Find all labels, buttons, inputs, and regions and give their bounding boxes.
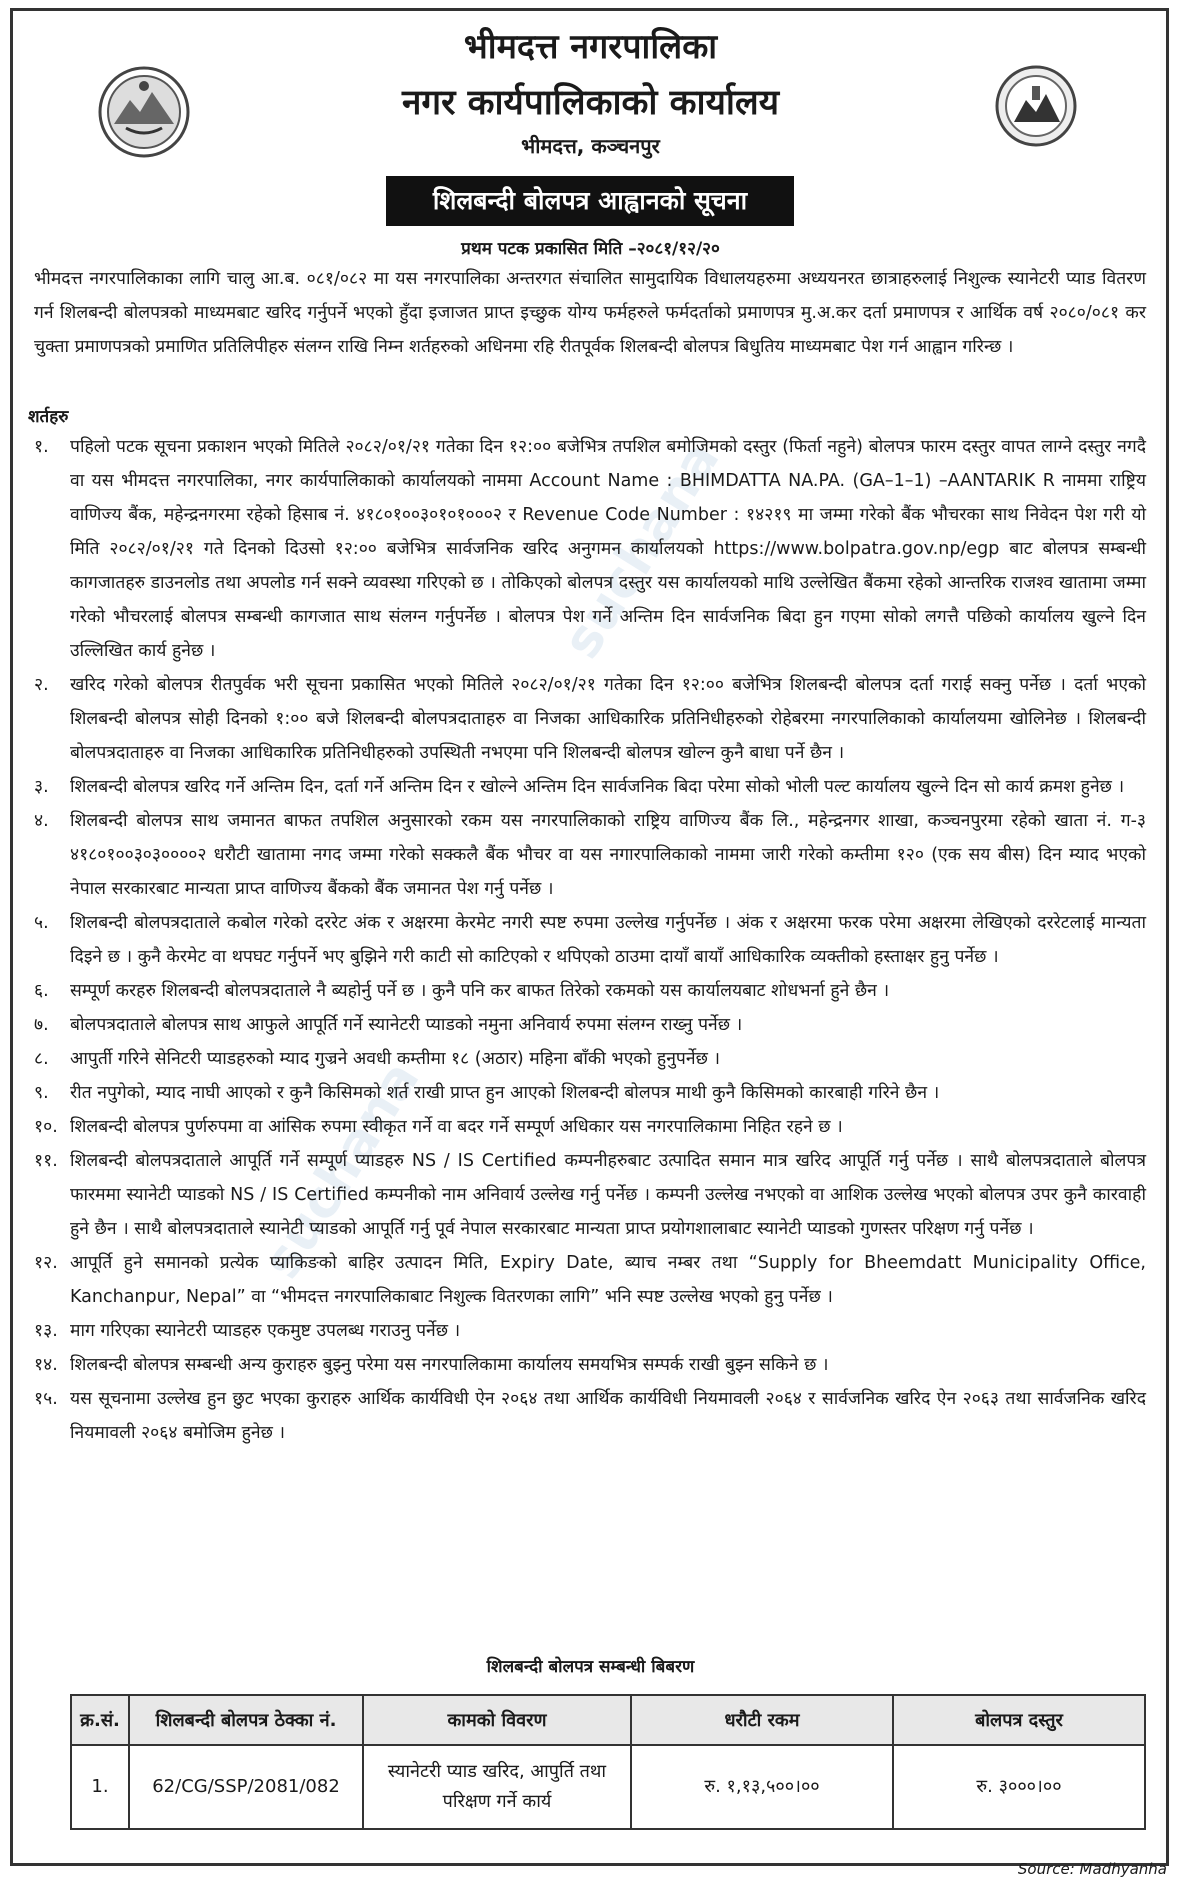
list-item	[34, 430, 1146, 668]
item-number: ६.	[34, 981, 49, 1001]
list-item	[34, 1314, 1146, 1348]
item-number: २.	[34, 675, 49, 695]
item-number: १३.	[34, 1321, 58, 1341]
list-item	[34, 1144, 1146, 1246]
header-fee: बोलपत्र दस्तुर	[893, 1695, 1145, 1745]
cell-description: स्यानेटरी प्याड खरिद, आपुर्ति तथा परिक्षण गर्ने कार्य	[363, 1745, 631, 1829]
cell-fee: रु. ३०००।००	[893, 1745, 1145, 1829]
item-number: ५.	[34, 913, 49, 933]
item-text: बोलपत्रदाताले बोलपत्र साथ आफुले आपूर्ति गर्ने स्यानेटरी प्याडको नमुना अनिवार्य रुपमा संलग्न राख्नु पर्नेछ ।	[70, 1015, 743, 1035]
item-text: शिलबन्दी बोलपत्र सम्बन्धी अन्य कुराहरु बुझ्नु परेमा यस नगरपालिकामा कार्यालय समयभित्र सम्पर्क राखी बुझ्न सकिने छ ।	[70, 1355, 829, 1375]
cell-sn: 1.	[71, 1745, 129, 1829]
watermark: suchana	[551, 431, 732, 669]
cell-contract-no: 62/CG/SSP/2081/082	[129, 1745, 363, 1829]
item-text: शिलबन्दी बोलपत्रदाताले आपूर्ति गर्ने सम्पूर्ण प्याडहरु NS / IS Certified कम्पनीहरुबाट उत्पादित समान मात्र खरिद आपूर्ति गर्नु पर्नेछ । साथै बोलपत्रदाताले बोलपत्र फारममा स्यानेटी प्याडको NS / IS Certified कम्पनीको नाम अनिवार्य उल्लेख गर्नु पर्नेछ । कम्पनी उल्लेख नभएको वा आशिक उल्लेख भएको बोलपत्र उपर कुनै कारवाही हुने छैन । साथै बोलपत्रदाताले स्यानेटी प्याडको आपूर्ति गर्नु पूर्व नेपाल सरकारबाट मान्यता प्राप्त प्रयोगशालाबाट स्यानेटी प्याडको गुणस्तर परिक्षण गर्नु पर्नेछ ।	[70, 1151, 1146, 1239]
list-item	[34, 1348, 1146, 1382]
source-credit: Source: Madhyanha	[1017, 1860, 1167, 1878]
conditions-list	[34, 430, 1146, 1450]
conditions-heading: शर्तहरु	[28, 407, 69, 427]
list-item	[34, 1042, 1146, 1076]
office-name: नगर कार्यपालिकाको कार्यालय	[401, 83, 780, 123]
item-text: शिलबन्दी बोलपत्र साथ जमानत बाफत तपशिल अनुसारको रकम यस नगरपालिकाको राष्ट्रिय वाणिज्य बैंक लि., महेन्द्रनगर शाखा, कञ्चनपुरमा रहेको खाता नं. ग-३ ४१८०१००३०३००००२ धरौटी खातामा नगद जम्मा गरेको सक्कलै बैंक भौचर वा यस नगारपालिकाको नाममा जारी गरेको कम्तीमा १२० (एक सय बीस) दिन म्याद भएको नेपाल सरकारबाट मान्यता प्राप्त वाणिज्य बैंकको बैंक जमानत पेश गर्नु पर्नेछ ।	[70, 811, 1146, 899]
item-text: खरिद गरेको बोलपत्र रीतपुर्वक भरी सूचना प्रकासित भएको मितिले २०८२/०१/२१ गतेका दिन १२:०० बजेभित्र शिलबन्दी बोलपत्र दर्ता गराई सक्नु पर्नेछ । दर्ता भएको शिलबन्दी बोलपत्र सोही दिनको १:०० बजे शिलबन्दी बोलपत्रदाताहरु वा निजका आधिकारिक प्रतिनिधीहरुको रोहेबरमा नगरपालिकाको कार्यालयमा खोलिनेछ । शिलबन्दी बोलपत्रदाताहरु वा निजका आधिकारिक प्रतिनिधीहरुको उपस्थिती नभएमा पनि शिलबन्दी बोलपत्र खोल्न कुनै बाधा पर्ने छैन ।	[70, 675, 1146, 763]
list-item	[34, 770, 1146, 804]
item-text: आपुर्ती गरिने सेनिटरी प्याडहरुको म्याद गुज्रने अवधी कम्तीमा १८ (अठार) महिना बाँकी भएको हुनुपर्नेछ ।	[70, 1049, 721, 1069]
list-item	[34, 1246, 1146, 1314]
header-sn: क्र.सं.	[71, 1695, 129, 1745]
item-number: ३.	[34, 777, 49, 797]
header-deposit: धरौटी रकम	[631, 1695, 893, 1745]
office-address: भीमदत्त, कञ्चनपुर	[521, 134, 660, 158]
item-text: माग गरिएका स्यानेटरी प्याडहरु एकमुष्ट उपलब्ध गराउनु पर्नेछ ।	[70, 1321, 461, 1341]
list-item	[34, 974, 1146, 1008]
list-item	[34, 804, 1146, 906]
list-item	[34, 1382, 1146, 1450]
list-item	[34, 1076, 1146, 1110]
list-item	[34, 906, 1146, 974]
notice-title: शिलबन्दी बोलपत्र आह्वानको सूचना	[386, 176, 794, 226]
watermark: suchana	[251, 1051, 432, 1289]
item-number: ८.	[34, 1049, 49, 1069]
bid-details-table	[70, 1694, 1146, 1830]
list-item	[34, 668, 1146, 770]
item-number: ९.	[34, 1083, 49, 1103]
list-item	[34, 1110, 1146, 1144]
table-header-row	[71, 1695, 1145, 1745]
item-number: १२.	[34, 1253, 58, 1273]
header-contract-no: शिलबन्दी बोलपत्र ठेक्का नं.	[129, 1695, 363, 1745]
item-text: यस सूचनामा उल्लेख हुन छुट भएका कुराहरु आर्थिक कार्यविधी ऐन २०६४ तथा आर्थिक कार्यविधी नियमावली २०६४ र सार्वजनिक खरिद ऐन २०६३ तथा सार्वजनिक खरिद नियमावली २०६४ बमोजिम हुनेछ ।	[70, 1389, 1146, 1443]
item-number: ४.	[34, 811, 49, 831]
item-number: १०.	[34, 1117, 58, 1137]
item-number: १४.	[34, 1355, 58, 1375]
item-text: शिलबन्दी बोलपत्रदाताले कबोल गरेको दररेट अंक र अक्षरमा केरमेट नगरी स्पष्ट रुपमा उल्लेख गर्नुपर्नेछ । अंक र अक्षरमा फरक परेमा अक्षरमा लेखिएको दररेटलाई मान्यता दिइने छ । कुनै केरमेट वा थपघट गर्नुपर्ने भए बुझिने गरी काटी सो काटिएको र थपिएको ठाउमा दायाँ बायाँ आधिकारिक व्यक्तीको हस्ताक्षर हुनु पर्नेछ ।	[70, 913, 1146, 967]
item-text: सम्पूर्ण करहरु शिलबन्दी बोलपत्रदाताले नै ब्यहोर्नु पर्ने छ । कुनै पनि कर बाफत तिरेको रकमको यस कार्यालयबाट शोधभर्ना हुने छैन ।	[70, 981, 890, 1001]
item-text: शिलबन्दी बोलपत्र पुर्णरुपमा वा आंसिक रुपमा स्वीकृत गर्ने वा बदर गर्ने सम्पूर्ण अधिकार यस नगरपालिकामा निहित रहने छ ।	[70, 1117, 843, 1137]
cell-deposit: रु. १,१३,५००।००	[631, 1745, 893, 1829]
table-caption: शिलबन्दी बोलपत्र सम्बन्धी बिबरण	[486, 1657, 695, 1677]
published-date: प्रथम पटक प्रकासित मिति –२०८१/१२/२०	[461, 239, 720, 259]
item-number: १.	[34, 437, 49, 457]
item-text: शिलबन्दी बोलपत्र खरिद गर्ने अन्तिम दिन, दर्ता गर्ने अन्तिम दिन र खोल्ने अन्तिम दिन सार्वजनिक बिदा परेमा सोको भोली पल्ट कार्यालय खुल्ने दिन सो कार्य क्रमश हुनेछ ।	[70, 777, 1125, 797]
item-text: आपूर्ति हुने समानको प्रत्येक प्याकिङको बाहिर उत्पादन मिति, Expiry Date, ब्याच नम्बर तथा “Supply for Bheemdatt Municipality Office, Kanchanpur, Nepal” वा “भीमदत्त नगरपालिकाबाट निशुल्क वितरणका लागि” भनि स्पष्ट उल्लेख भएको हुनु पर्नेछ ।	[70, 1253, 1146, 1307]
item-number: ११.	[34, 1151, 58, 1171]
item-text: रीत नपुगेको, म्याद नाघी आएको र कुनै किसिमको शर्त राखी प्राप्त हुन आएको शिलबन्दी बोलपत्र माथी कुनै किसिमको कारबाही गरिने छैन ।	[70, 1083, 940, 1103]
municipality-name: भीमदत्त नगरपालिका	[463, 27, 718, 67]
item-text: पहिलो पटक सूचना प्रकाशन भएको मितिले २०८२/०१/२१ गतेका दिन १२:०० बजेभित्र तपशिल बमोजिमको दस्तुर (फिर्ता नहुने) बोलपत्र फारम दस्तुर वापत लाग्ने दस्तुर नगदै वा यस भीमदत्त नगरपालिका, नगर कार्यपालिकाको कार्यालयको नाममा Account Name : BHIMDATTA NA.PA. (GA–1–1) –AANTARIK R नाममा राष्ट्रिय वाणिज्य बैंक, महेन्द्रनगरमा रहेको हिसाब नं. ४१८०१००३०१०१०००२ र Revenue Code Number : १४२१९ मा जम्मा गरेको बैंक भौचरका साथ निवेदन पेश गरी यो मिति २०८२/०१/२१ गते दिनको दिउसो १२:०० बजेभित्र सार्वजनिक खरिद अनुगमन कार्यालयको https://www.bolpatra.gov.np/egp बाट बोलपत्र सम्बन्धी कागजातहरु डाउनलोड तथा अपलोड गर्न सक्ने व्यवस्था गरिएको छ । तोकिएको बोलपत्र दस्तुर यस कार्यालयको माथि उल्लेखित बैंकमा रहेको आन्तरिक राजश्व खातामा जम्मा गरेको भौचरलाई बोलपत्र सम्बन्धी कागजात साथ संलग्न गर्नुपर्नेछ । बोलपत्र पेश गर्ने अन्तिम दिन सार्वजनिक बिदा हुन गएमा सोको लगत्तै पछिको कार्यालय खुल्ने दिन उल्लिखित कार्य हुनेछ ।	[70, 437, 1146, 661]
header-description: कामको विवरण	[363, 1695, 631, 1745]
list-item	[34, 1008, 1146, 1042]
intro-paragraph: भीमदत्त नगरपालिकाका लागि चालु आ.ब. ०८१/०८२ मा यस नगरपालिका अन्तरगत संचालित सामुदायिक विधालयहरुमा अध्ययनरत छात्राहरुलाई निशुल्क स्यानेटरी प्याड वितरण गर्न शिलबन्दी बोलपत्रको माध्यमबाट खरिद गर्नुपर्ने भएको हुँदा इजाजत प्राप्त इच्छुक योग्य फर्महरुले फर्मदर्ताको प्रमाणपत्र मु.अ.कर दर्ता प्रमाणपत्र र आर्थिक वर्ष २०८०/०८१ कर चुक्ता प्रमाणपत्रको प्रमाणित प्रतिलिपीहरु संलग्न राखि निम्न शर्तहरुको अधिनमा रहि रीतपूर्वक शिलबन्दी बोलपत्र बिधुतिय माध्यमबाट पेश गर्न आह्वान गरिन्छ ।	[34, 269, 1146, 357]
table-row	[71, 1745, 1145, 1829]
item-number: ७.	[34, 1015, 49, 1035]
item-number: १५.	[34, 1389, 58, 1409]
